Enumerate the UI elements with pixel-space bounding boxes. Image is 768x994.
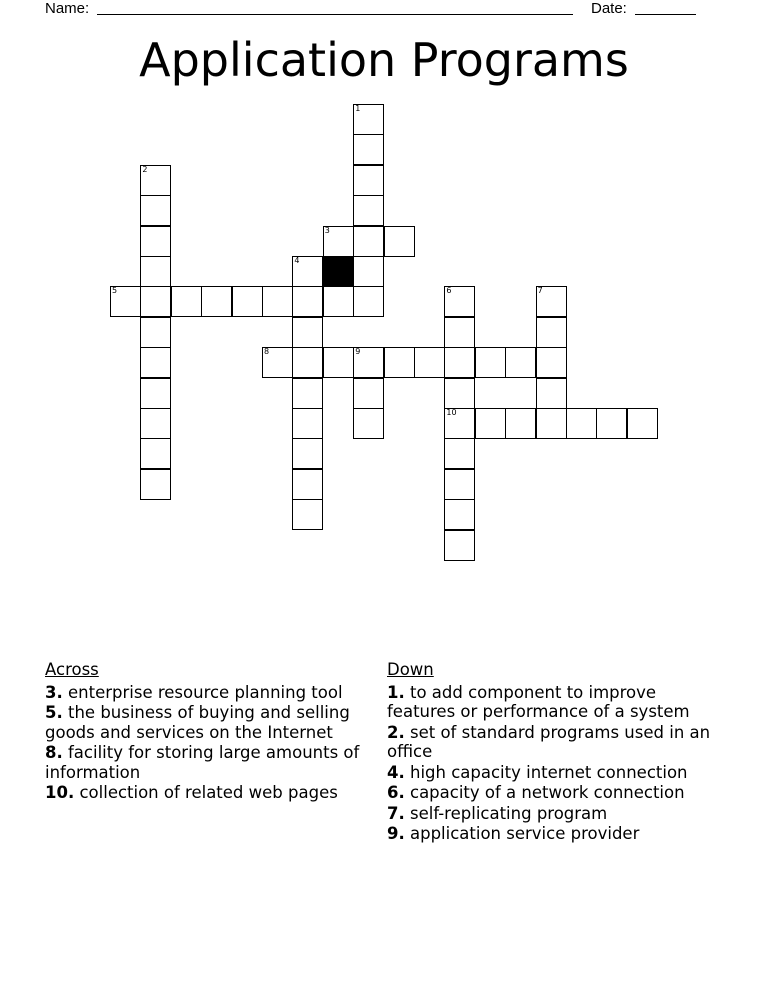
crossword-cell[interactable]	[353, 195, 384, 226]
clue-text: collection of related web pages	[74, 783, 338, 802]
crossword-cell[interactable]	[262, 286, 293, 317]
crossword-cell[interactable]	[353, 134, 384, 165]
crossword-cell[interactable]	[596, 408, 627, 439]
clue-down-6	[387, 783, 717, 803]
crossword-cell[interactable]	[201, 286, 232, 317]
crossword-cell[interactable]	[536, 378, 567, 409]
crossword-cell[interactable]	[232, 286, 263, 317]
clue-across-8	[45, 743, 370, 782]
crossword-cell[interactable]	[110, 286, 141, 317]
crossword-cell[interactable]	[292, 469, 323, 500]
cell-number: 10	[446, 408, 457, 417]
crossword-cell[interactable]	[262, 347, 293, 378]
clue-text: application service provider	[404, 824, 640, 843]
clue-text: capacity of a network connection	[404, 783, 685, 802]
crossword-cell[interactable]	[292, 378, 323, 409]
cell-number: 3	[324, 225, 330, 235]
crossword-cell[interactable]	[384, 347, 415, 378]
cell-number: 8	[264, 347, 270, 357]
crossword-cell[interactable]	[444, 469, 475, 500]
clue-across-3	[45, 683, 370, 703]
crossword-cell[interactable]	[292, 499, 323, 530]
crossword-cell[interactable]	[140, 256, 171, 287]
crossword-cell[interactable]	[627, 408, 658, 439]
clue-number: 4.	[387, 762, 405, 782]
date-label: Date:	[591, 0, 627, 17]
clue-number: 5.	[45, 703, 63, 722]
clue-text: set of standard programs used in an office	[387, 722, 711, 761]
crossword-cell[interactable]	[140, 347, 171, 378]
crossword-cell[interactable]	[353, 408, 384, 439]
crossword-cell[interactable]	[292, 286, 323, 317]
crossword-cell[interactable]	[140, 469, 171, 500]
clue-across-5	[45, 703, 370, 742]
clue-down-2	[387, 723, 717, 762]
down-clues	[387, 660, 717, 845]
cell-number: 7	[537, 286, 543, 296]
crossword-cell[interactable]	[353, 286, 384, 317]
crossword-cell[interactable]	[384, 226, 415, 257]
crossword-cell[interactable]	[323, 286, 354, 317]
crossword-cell[interactable]	[140, 226, 171, 257]
crossword-cell[interactable]	[292, 347, 323, 378]
cell-number: 9	[355, 347, 361, 357]
clue-number: 8.	[45, 743, 63, 762]
cell-number: 6	[446, 286, 452, 296]
crossword-cell[interactable]	[140, 317, 171, 348]
crossword-cell[interactable]	[444, 499, 475, 530]
cell-number: 1	[355, 104, 361, 113]
clue-number: 7.	[387, 803, 405, 823]
crossword-cell[interactable]	[292, 256, 323, 287]
crossword-cell[interactable]	[292, 408, 323, 439]
crossword-cell[interactable]	[292, 317, 323, 348]
crossword-cell[interactable]	[444, 347, 475, 378]
crossword-cell[interactable]	[536, 286, 567, 317]
clue-number: 9.	[387, 824, 405, 843]
clue-text: self-replicating program	[404, 803, 608, 823]
crossword-cell[interactable]	[140, 408, 171, 439]
crossword-cell[interactable]	[140, 165, 171, 196]
name-label: Name:	[45, 0, 90, 17]
across-heading: Across	[45, 660, 99, 679]
clue-down-4	[387, 763, 717, 783]
crossword-cell[interactable]	[323, 226, 354, 257]
crossword-cell[interactable]	[353, 226, 384, 257]
clue-down-9	[387, 824, 717, 844]
clue-text: to add component to improve features or performance of a system	[387, 682, 690, 721]
clue-text: the business of buying and selling goods and services on the Internet	[45, 703, 350, 742]
crossword-cell[interactable]	[566, 408, 597, 439]
crossword-cell[interactable]	[323, 347, 354, 378]
crossword-cell[interactable]	[140, 195, 171, 226]
clue-number: 10.	[45, 783, 75, 802]
crossword-cell[interactable]	[536, 317, 567, 348]
crossword-cell[interactable]	[475, 408, 506, 439]
clue-text: facility for storing large amounts of information	[45, 743, 360, 782]
clue-number: 6.	[387, 783, 405, 802]
crossword-cell[interactable]	[353, 378, 384, 409]
crossword-cell[interactable]	[292, 438, 323, 469]
crossword-cell[interactable]	[353, 256, 384, 287]
crossword-cell[interactable]	[353, 347, 384, 378]
crossword-cell[interactable]	[536, 408, 567, 439]
crossword-cell[interactable]	[505, 408, 536, 439]
crossword-cell[interactable]	[444, 317, 475, 348]
crossword-cell[interactable]	[444, 378, 475, 409]
crossword-cell[interactable]	[414, 347, 445, 378]
crossword-cell[interactable]	[444, 530, 475, 561]
crossword-cell[interactable]	[475, 347, 506, 378]
clue-down-1	[387, 683, 717, 722]
across-clues	[45, 660, 370, 804]
crossword-cell[interactable]	[353, 165, 384, 196]
crossword-cell[interactable]	[444, 286, 475, 317]
blocked-cell	[323, 256, 354, 287]
crossword-cell[interactable]	[140, 378, 171, 409]
crossword-cell[interactable]	[140, 286, 171, 317]
page-title: Application Programs	[139, 33, 629, 87]
clue-down-7	[387, 804, 717, 824]
cell-number: 5	[112, 286, 118, 296]
crossword-cell[interactable]	[140, 438, 171, 469]
clue-number: 3.	[45, 682, 63, 702]
crossword-cell[interactable]	[171, 286, 202, 317]
crossword-cell[interactable]	[505, 347, 536, 378]
down-heading: Down	[387, 660, 434, 679]
clue-number: 2.	[387, 722, 405, 742]
cell-number: 2	[142, 164, 148, 174]
clue-number: 1.	[387, 682, 405, 702]
clue-text: high capacity internet connection	[404, 762, 688, 782]
crossword-cell[interactable]	[444, 438, 475, 469]
crossword-cell[interactable]	[353, 104, 384, 135]
clue-across-10	[45, 783, 370, 803]
crossword-cell[interactable]	[444, 408, 475, 439]
clue-text: enterprise resource planning tool	[62, 682, 343, 702]
cell-number: 4	[294, 256, 300, 265]
crossword-cell[interactable]	[536, 347, 567, 378]
